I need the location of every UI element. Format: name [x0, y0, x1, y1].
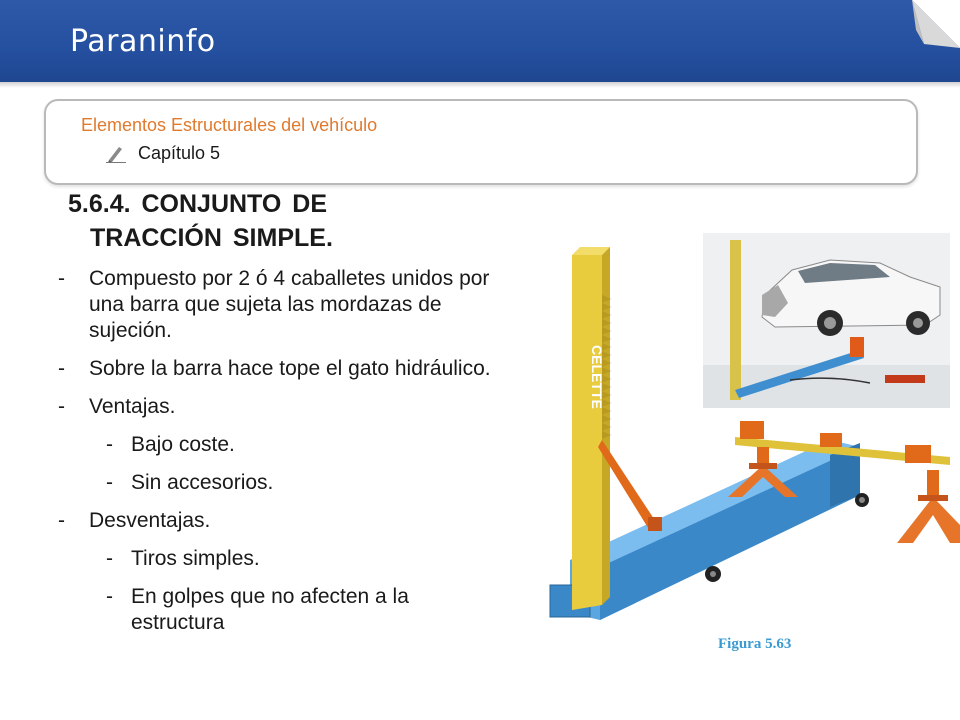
post-lettering: CELETTE	[589, 345, 605, 409]
bullet-item: - Ventajas.	[58, 395, 176, 418]
sub-bullet-item: - Tiros simples.	[106, 547, 260, 570]
bullet-item: - Compuesto por 2 ó 4 caballetes unidos por una barra que sujeta las mordazas de sujeción.	[58, 267, 490, 342]
header-shadow	[0, 82, 960, 88]
figure-svg	[530, 225, 960, 700]
brand-logo-text: Paraninfo	[70, 24, 216, 59]
bullet-item: - Desventajas.	[58, 509, 211, 532]
chapter-title: Elementos Estructurales del vehículo	[81, 115, 378, 135]
section-heading	[68, 187, 488, 255]
page-curl-icon	[912, 0, 960, 48]
figure-illustration	[530, 225, 960, 700]
bullet-item: - Sobre la barra hace tope el gato hidráulico.	[58, 357, 491, 380]
sub-bullet-item: - Sin accesorios.	[106, 471, 274, 494]
figure-caption: Figura 5.63	[718, 636, 792, 652]
sub-bullet-item: - Bajo coste.	[106, 433, 235, 456]
chapter-label: Capítulo 5	[138, 143, 221, 163]
sub-bullet-item: - En golpes que no afecten a la estructura	[106, 585, 409, 634]
stand-right	[897, 470, 960, 543]
inset-photo	[703, 233, 950, 408]
chapter-box	[44, 99, 918, 185]
bullet-list	[58, 266, 498, 648]
section-heading-line1: 5.6.4. CONJUNTO DE	[68, 190, 328, 218]
pencil-icon	[106, 145, 126, 163]
traction-post	[572, 247, 611, 610]
section-heading-line2: TRACCIÓN SIMPLE.	[90, 224, 333, 252]
chapter-subtitle	[106, 143, 220, 164]
